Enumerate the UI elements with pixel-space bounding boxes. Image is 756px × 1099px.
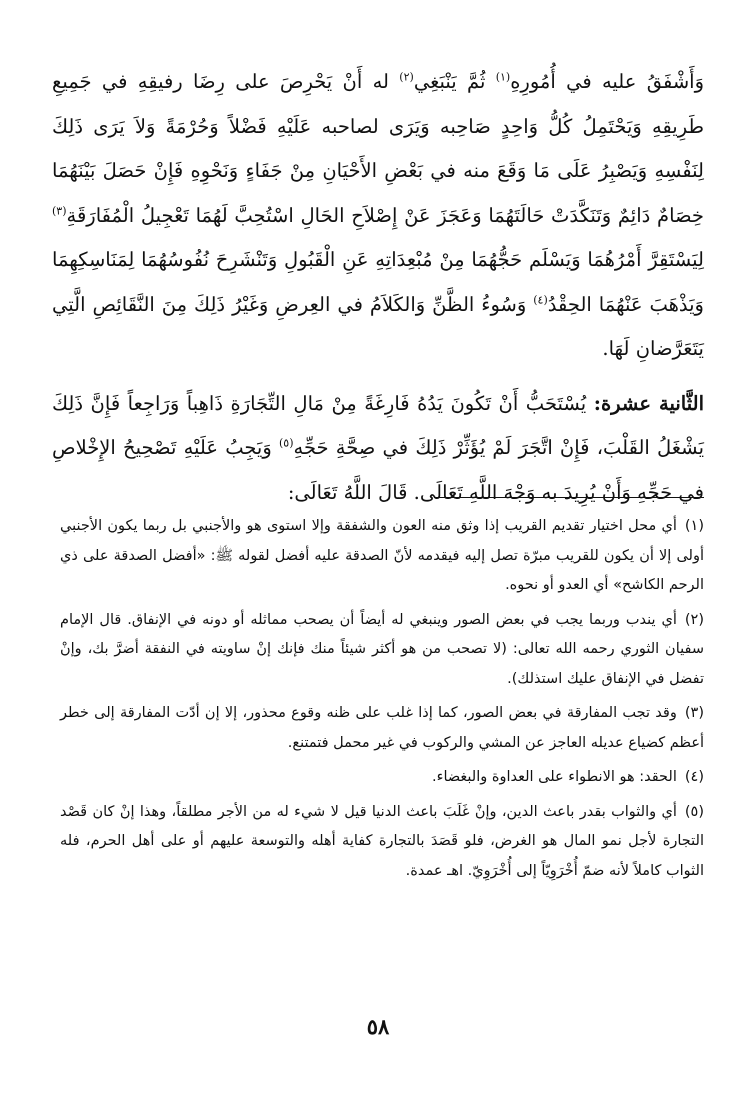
footnote-ref-5[interactable]: (٥) bbox=[278, 436, 294, 450]
footnote-number: (٥) bbox=[684, 803, 704, 820]
text-segment: لِيَسْتَقِرَّ أَمْرُهُمَا وَيَسْلَم حَجُّهُمَا مِنْ مُبْعِدَاتِهِ عَنِ الْقَبُولِ وَتَنْشَرِحَ نُفُوسُهُمَا لِمَنَاسِكِهِمَا وَيَذْهَبَ عَنْهُمَا الحِقْدُ bbox=[52, 248, 704, 316]
footnote-text: أي والثواب بقدر باعث الدين، وإنْ غَلَبَ باعث الدنيا قيل لا شيء له من الأجر مطلقاً، وهذا إنْ كان قَصْد التجارة لأجل نمو المال هو الغرض، فلو قَصَدَ بالتجارة كفاية أهله والتوسعة عليهم أو على أهل الحرم، فله الثواب كاملاً لأنه ضمّ أُخْرَوِيّاً إلى أُخْرَوِيّ. اهـ عمدة. bbox=[60, 803, 704, 879]
footnote-1 bbox=[60, 512, 704, 601]
footnote-number: (٣) bbox=[684, 705, 704, 721]
paragraph-companion-conduct bbox=[52, 60, 704, 372]
text-segment: ثُمَّ يَنْبَغِي bbox=[413, 70, 496, 93]
text-segment: وَسُوءُ الظَّنِّ وَالكَلاَمُ في العِرضِ وَغَيْرُ ذَلِكَ مِنَ النَّقَائِصِ الَّتِي يَتَعَرَّضانِ لَهَا. bbox=[52, 292, 704, 360]
main-text bbox=[52, 60, 704, 515]
footnotes-section bbox=[60, 512, 704, 891]
footnote-number: (٢) bbox=[684, 611, 704, 628]
text-segment: وَيَجِبُ عَلَيْهِ تَصْحِيحُ الإِخْلاصِ في حَجِّهِ وَأَنْ يُرِيدَ به وَجْهَ اللَّهِ تَعَالَى. قَالَ اللَّهُ تَعَالَى: bbox=[52, 436, 704, 504]
text-segment: وَأَشْفَقُ عليه في أُمُورِهِ bbox=[510, 70, 704, 93]
footnote-number: (١) bbox=[684, 518, 704, 534]
footnote-ref-1[interactable]: (١) bbox=[495, 70, 511, 84]
footnote-5 bbox=[60, 798, 704, 887]
section-heading-twelfth: الثَّانية عشرة: bbox=[593, 391, 704, 415]
footnote-text: وقد تجب المفارقة في بعض الصور، كما إذا غلب على ظنه وقوع محذور، إلا إن أدّت المفارقة إلى خطر أعظم كضياع عديله العاجز عن المشي والركوب في غير محمل فتمتنع. bbox=[60, 705, 704, 751]
text-segment: له أَنْ يَحْرِصَ على رِضَا رفيقِهِ في جَمِيعِ طَرِيقِهِ وَيَحْتَمِلُ كُلُّ وَاحِدٍ صَاحِبه وَيَرَى لصاحبه عَلَيْهِ فَضْلاً وَحُرْمَةً وَلاَ يَرَى ذَلِكَ لِنَفْسِهِ وَيَصْبِرُ عَلَى مَا وَقَعَ منه في بَعْضِ الأَحْيَانِ مِنْ جَفَاءٍ وَنَحْوِهِ فَإِنْ حَصَلَ بَيْنَهُمَا خِصَامٌ دَائِمٌ وَتَنَكَّدَتْ حَالَتَهُمَا وَعَجَزَ عَنْ إِصْلاَحِ الحَالِ اسْتُحِبَّ لَهُمَا تَعْجِيلُ الْمُفَارَقَةِ bbox=[52, 70, 704, 227]
footnote-ref-2[interactable]: (٢) bbox=[399, 70, 414, 84]
footnote-2 bbox=[60, 606, 704, 695]
footnote-4 bbox=[60, 763, 704, 793]
footnote-text: الحقد: هو الانطواء على العداوة والبغضاء. bbox=[432, 769, 677, 785]
footnote-ref-4[interactable]: (٤) bbox=[533, 293, 548, 306]
paragraph-twelfth bbox=[52, 382, 704, 516]
page-number: ٥٨ bbox=[366, 1014, 390, 1039]
text-segment: يُسْتَحَبُّ أَنْ تَكُونَ يَدُهُ فَارِغَةً مِنْ مَالِ التِّجَارَةِ ذَاهِباً وَرَاجِعاً فَإِنَّ ذَلِكَ يَشْغَلُ القَلْبَ، فَإِنْ اتَّجَرَ لَمْ يُؤَثِّرْ ذَلِكَ في صِحَّةِ حَجِّهِ bbox=[52, 391, 704, 459]
footnote-ref-3[interactable]: (٣) bbox=[52, 204, 67, 217]
footnote-text: أي يندب وربما يجب في بعض الصور وينبغي له أيضاً أن يصحب مماثله أو دونه في الإنفاق. قال الإمام سفيان الثوري رحمه الله تعالى: (لا تصحب من هو أكثر شيئاً منك فإنك إنْ ساويته في النفقة أضرَّ بك، وإنْ تفضل في الإنفاق عليك استذلك). bbox=[60, 611, 704, 687]
footnote-separator-rule bbox=[434, 497, 704, 498]
footnote-number: (٤) bbox=[684, 769, 704, 785]
footnote-text: أي محل اختيار تقديم القريب إذا وثق منه العون والشفقة وإلا استوى هو والأجنبي بل ربما يكون الأجنبي أولى إلا أن يكون للقريب مبرّة تصل إليه فيقدمه لأنّ الصدقة عليه أفضل لقوله ﷺ: «أفضل الصدقة على ذي الرحم الكاشح» أي العدو أو نحوه. bbox=[60, 518, 704, 593]
footnote-3 bbox=[60, 699, 704, 758]
